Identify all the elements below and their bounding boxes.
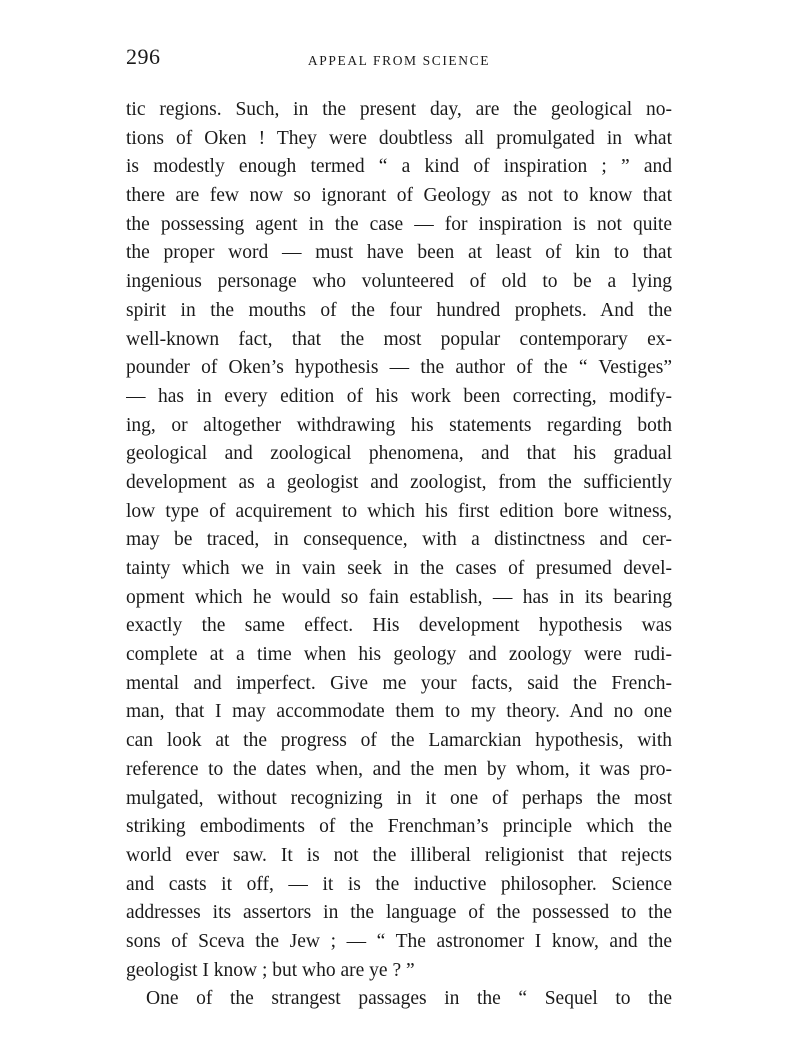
page-header — [126, 44, 672, 76]
text-line: complete at a time when his geology and zoology were rudi- — [126, 644, 672, 666]
text-line: mental and imperfect. Give me your facts, said the French- — [126, 672, 672, 694]
text-line: the proper word — must have been at least of kin to that — [126, 242, 672, 264]
text-line: striking embodiments of the Frenchman’s principle which the — [126, 816, 672, 838]
text-line: exactly the same effect. His development hypothesis was — [126, 615, 672, 637]
text-line: is modestly enough termed “ a kind of inspiration ; ” and — [126, 156, 672, 178]
page-number: 296 — [126, 44, 161, 69]
text-line: tainty which we in vain seek in the cases of presumed devel- — [126, 558, 672, 579]
text-line: tic regions. Such, in the present day, are the geological no- — [126, 99, 672, 120]
text-line: reference to the dates when, and the men by whom, it was pro- — [126, 758, 672, 780]
text-line: development as a geologist and zoologist, from the sufficiently — [126, 471, 672, 493]
text-line: spirit in the mouths of the four hundred prophets. And the — [126, 299, 672, 321]
text-line: mulgated, without recognizing in it one of perhaps the most — [126, 787, 672, 809]
text-line: there are few now so ignorant of Geology as not to know that — [126, 185, 672, 207]
text-line: world ever saw. It is not the illiberal religionist that rejects — [126, 844, 672, 866]
text-line: opment which he would so fain establish, — has in its bearing — [126, 586, 672, 608]
text-line: sons of Sceva the Jew ; — “ The astronomer I know, and the — [126, 930, 672, 952]
text-line: and casts it off, — it is the inductive philosopher. Science — [126, 873, 672, 895]
text-line: addresses its assertors in the language of the possessed to the — [126, 902, 672, 924]
text-line: well-known fact, that the most popular contemporary ex- — [126, 328, 672, 350]
text-line: — has in every edition of his work been correcting, modify- — [126, 385, 672, 407]
text-line: the possessing agent in the case — for inspiration is not quite — [126, 213, 672, 235]
running-head: APPEAL FROM SCIENCE — [307, 53, 491, 68]
text-line: man, that I may accommodate them to my theory. And no one — [126, 701, 672, 723]
text-line-paragraph-start: One of the strangest passages in the “ Sequel to the — [146, 988, 672, 1010]
text-line: low type of acquirement to which his first edition bore witness, — [126, 500, 672, 522]
text-line: can look at the progress of the Lamarckian hypothesis, with — [126, 730, 672, 752]
text-line: may be traced, in consequence, with a distinctness and cer- — [126, 529, 672, 551]
text-line: ing, or altogether withdrawing his statements regarding both — [126, 414, 672, 436]
text-line: tions of Oken ! They were doubtless all promulgated in what — [126, 127, 672, 149]
text-line: ingenious personage who volunteered of old to be a lying — [126, 271, 672, 293]
text-line: pounder of Oken’s hypothesis — the author of the “ Vestiges” — [126, 357, 672, 379]
body-text — [126, 96, 672, 1014]
text-line-paragraph-end: geologist I know ; but who are ye ? ” — [126, 959, 415, 981]
text-line: geological and zoological phenomena, and that his gradual — [126, 443, 672, 465]
